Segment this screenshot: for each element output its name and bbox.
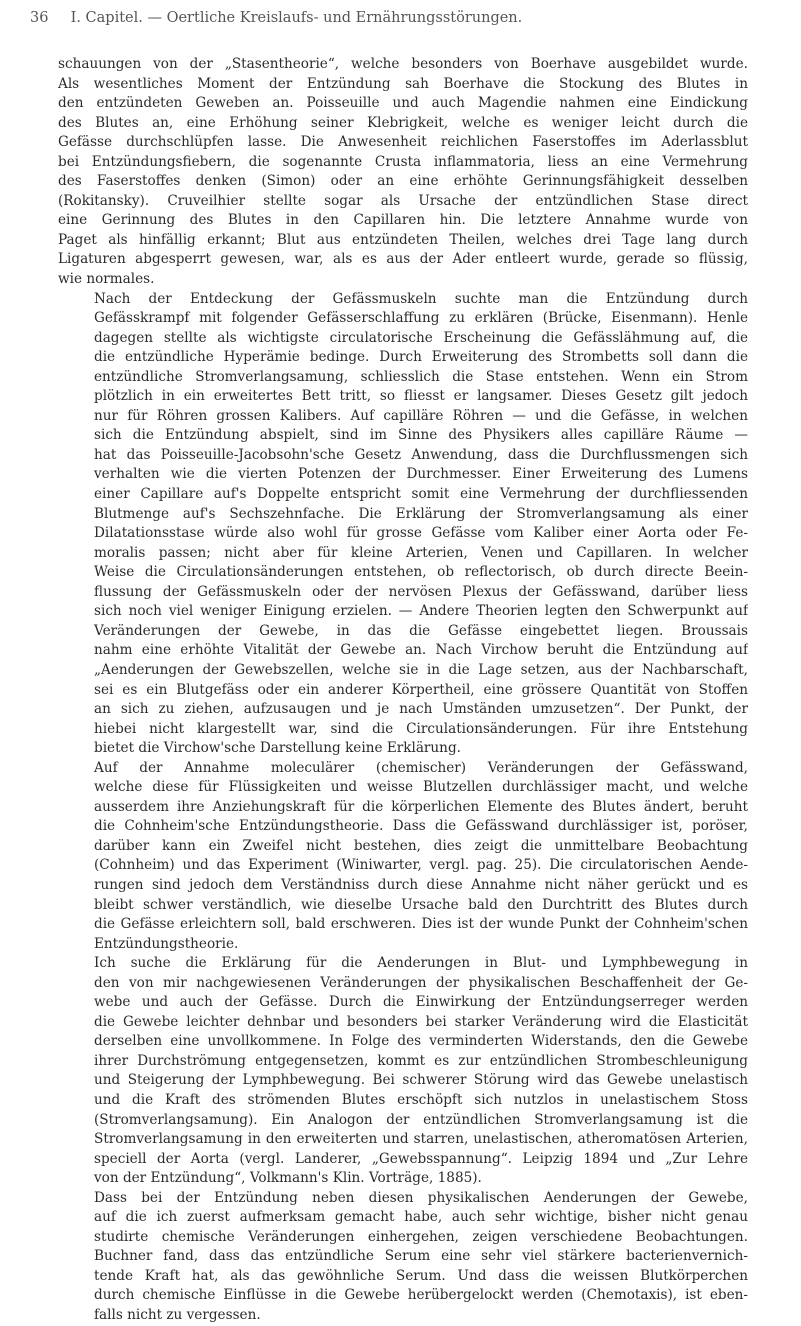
running-title: I. Capitel. — Oertliche Kreislaufs- und Ernährungsstörungen. (70, 10, 523, 26)
text-line: die Gefässe erleichtern soll, bald erschweren. Dies ist der wunde Punkt der Cohnheim'schen (94, 916, 748, 933)
paragraph (58, 954, 748, 1189)
text-line: rungen sind jedoch dem Verständniss durch diese Annahme nicht näher gerückt und es (94, 876, 748, 893)
paragraph (58, 290, 748, 759)
text-line: speciell der Aorta (vergl. Landerer, „Gewebsspannung“. Leipzig 1894 und „Zur Lehre (94, 1150, 748, 1167)
text-line: den entzündeten Geweben an. Poisseuille und auch Magendie nahmen eine Eindickung (58, 95, 748, 112)
text-line: moralis passen; nicht aber für kleine Arterien, Venen und Capillaren. In welcher (94, 544, 748, 561)
text-line: hat das Poisseuille-Jacobsohn'sche Gesetz Anwendung, dass die Durchflussmengen sich (94, 446, 748, 463)
text-line: falls nicht zu vergessen. (94, 1307, 261, 1323)
text-line: welche diese für Flüssigkeiten und weisse Blutzellen durchlässiger macht, und welche (94, 779, 748, 796)
text-line: an sich zu ziehen, aufzusaugen und je nach Umständen umzusetzen“. Der Punkt, der (94, 701, 748, 718)
text-line: Nach der Entdeckung der Gefässmuskeln suchte man die Entzündung durch (94, 290, 748, 307)
text-line: Weise die Circulationsänderungen entstehen, ob reflectorisch, ob durch directe Beein- (94, 564, 748, 581)
text-line: Veränderungen der Gewebe, in das die Gefässe eingebettet liegen. Broussais (94, 622, 748, 639)
text-line: schauungen von der „Stasentheorie“, welche besonders von Boerhave ausgebildet wurde. (58, 56, 748, 72)
text-line: derselben eine unvollkommene. In Folge des verminderten Widerstands, den die Gewebe (94, 1033, 748, 1050)
text-line: hiebei nicht klargestellt war, sind die Circulationsänderungen. Für ihre Entstehung (94, 720, 748, 737)
text-line: plötzlich in ein erweitertes Bett tritt, so fliesst er langsamer. Dieses Gesetz gilt jedoch (94, 388, 748, 405)
text-line: und Steigerung der Lymphbewegung. Bei schwerer Störung wird das Gewebe unelastisch (94, 1072, 748, 1089)
text-line: sei es ein Blutgefäss oder ein anderer Körpertheil, eine grössere Quantität von Stoffen (94, 681, 748, 698)
text-line: tende Kraft hat, als das gewöhnliche Serum. Und dass die weissen Blutkörperchen (94, 1267, 748, 1284)
text-line: Buchner fand, dass das entzündliche Serum eine sehr viel stärkere bacterienvernich- (94, 1248, 748, 1265)
paragraph (58, 1189, 748, 1326)
text-line: Stromverlangsamung in den erweiterten und starren, unelastischen, atheromatösen Arterien, (94, 1131, 748, 1148)
text-line: bietet die Virchow'sche Darstellung keine Erklärung. (94, 740, 461, 757)
text-line: auf die ich zuerst aufmerksam gemacht habe, auch sehr wichtige, bisher nicht genau (94, 1209, 748, 1226)
text-line: nahm eine erhöhte Vitalität der Gewebe an. Nach Virchow beruht die Entzündung auf (94, 642, 748, 659)
text-line: „Aenderungen der Gewebszellen, welche sie in die Lage setzen, aus der Nachbarschaft, (94, 661, 748, 678)
text-line: Als wesentliches Moment der Entzündung sah Boerhave die Stockung des Blutes in (58, 75, 748, 92)
text-line: Auf der Annahme moleculärer (chemischer) Veränderungen der Gefässwand, (94, 759, 748, 776)
text-line: nur für Röhren grossen Kalibers. Auf capilläre Röhren — und die Gefässe, in welchen (94, 407, 748, 424)
text-line: bei Entzündungsfiebern, die sogenannte Crusta inflammatoria, liess an eine Vermehrung (58, 153, 748, 170)
text-line: sich noch viel weniger Einigung erzielen. — Andere Theorien legten den Schwerpunkt auf (94, 603, 748, 620)
text-line: des Blutes an, eine Erhöhung seiner Klebrigkeit, welche es weniger leicht durch die (58, 114, 748, 131)
text-line: darüber kann ein Zweifel nicht bestehen, dies zeigt die unmittelbare Beobachtung (94, 837, 748, 854)
text-line: einer Capillare auf's Doppelte entspricht somit eine Vermehrung der durchfliessenden (94, 486, 748, 503)
text-line: Gefässe durchschlüpfen lasse. Die Anwesenheit reichlichen Faserstoffes im Aderlassblut (58, 134, 748, 151)
text-line: den von mir nachgewiesenen Veränderungen der physikalischen Beschaffenheit der Ge- (94, 974, 748, 991)
text-line: (Rokitansky). Cruveilhier stellte sogar als Ursache der entzündlichen Stase direct (58, 192, 748, 209)
text-line: Gefässkrampf mit folgender Gefässerschlaffung zu erklären (Brücke, Eisenmann). Henle (94, 310, 748, 327)
text-line: von der Entzündung“, Volkmann's Klin. Vorträge, 1885). (94, 1170, 482, 1187)
page-body (58, 55, 748, 1326)
page-number: 36 (30, 10, 49, 26)
text-line: durch chemische Einflüsse in die Gewebe herübergelockt werden (Chemotaxis), ist eben- (94, 1287, 748, 1304)
text-line: Dass bei der Entzündung neben diesen physikalischen Aenderungen der Gewebe, (94, 1189, 748, 1206)
text-line: ihrer Durchströmung entgegensetzen, kommt es zur entzündlichen Strombeschleunigung (94, 1052, 748, 1069)
text-line: webe und auch der Gefässe. Durch die Einwirkung der Entzündungserreger werden (94, 994, 748, 1011)
text-line: Entzündungstheorie. (94, 935, 239, 952)
text-line: dagegen stellte als wichtigste circulatorische Erscheinung die Gefässlähmung auf, die (94, 329, 748, 346)
text-line: (Stromverlangsamung). Ein Analogon der entzündlichen Stromverlangsamung ist die (94, 1111, 748, 1128)
text-line: Ligaturen abgesperrt gewesen, war, als es aus der Ader entleert wurde, gerade so flüssig, (58, 251, 748, 268)
text-line: Blutmenge auf's Sechszehnfache. Die Erklärung der Stromverlangsamung als einer (94, 505, 748, 522)
text-line: studirte chemische Veränderungen einhergehen, zeigen verschiedene Beobachtungen. (94, 1228, 748, 1245)
running-header (30, 10, 770, 26)
text-line: die Cohnheim'sche Entzündungstheorie. Dass die Gefässwand durchlässiger ist, poröser, (94, 818, 748, 835)
text-line: sich die Entzündung abspielt, sind im Sinne des Physikers alles capilläre Räume — (94, 427, 748, 444)
paragraph (58, 759, 748, 954)
text-line: (Cohnheim) und das Experiment (Winiwarter, vergl. pag. 25). Die circulatorischen Aende- (94, 857, 748, 874)
text-line: wie normales. (58, 271, 155, 288)
text-line: des Faserstoffes denken (Simon) oder an eine erhöhte Gerinnungsfähigkeit desselben (58, 173, 748, 190)
text-line: verhalten wie die vierten Potenzen der Durchmesser. Einer Erweiterung des Lumens (94, 466, 748, 483)
text-line: entzündliche Stromverlangsamung, schliesslich die Stase entstehen. Wenn ein Strom (94, 368, 748, 385)
text-line: Ich suche die Erklärung für die Aenderungen in Blut- und Lymphbewegung in (94, 955, 748, 972)
text-line: ausserdem ihre Anziehungskraft für die körperlichen Elemente des Blutes ändert, beruht (94, 798, 748, 815)
text-line: Paget als hinfällig erkannt; Blut aus entzündeten Theilen, welches drei Tage lang durch (58, 231, 748, 248)
text-line: die Gewebe leichter dehnbar und besonders bei starker Veränderung wird die Elasticität (94, 1013, 748, 1030)
text-line: und die Kraft des strömenden Blutes erschöpft sich nutzlos in unelastischem Stoss (94, 1091, 748, 1108)
paragraph (58, 55, 748, 290)
text-line: Dilatationsstase würde also wohl für grosse Gefässe vom Kaliber einer Aorta oder Fe- (94, 525, 748, 542)
text-line: bleibt schwer verständlich, wie dieselbe Ursache bald den Durchtritt des Blutes durch (94, 896, 748, 913)
text-line: eine Gerinnung des Blutes in den Capillaren hin. Die letztere Annahme wurde von (58, 212, 748, 229)
text-line: die entzündliche Hyperämie bedinge. Durch Erweiterung des Strombetts soll dann die (94, 349, 748, 366)
text-line: flussung der Gefässmuskeln oder der nervösen Plexus der Gefässwand, darüber liess (94, 583, 748, 600)
